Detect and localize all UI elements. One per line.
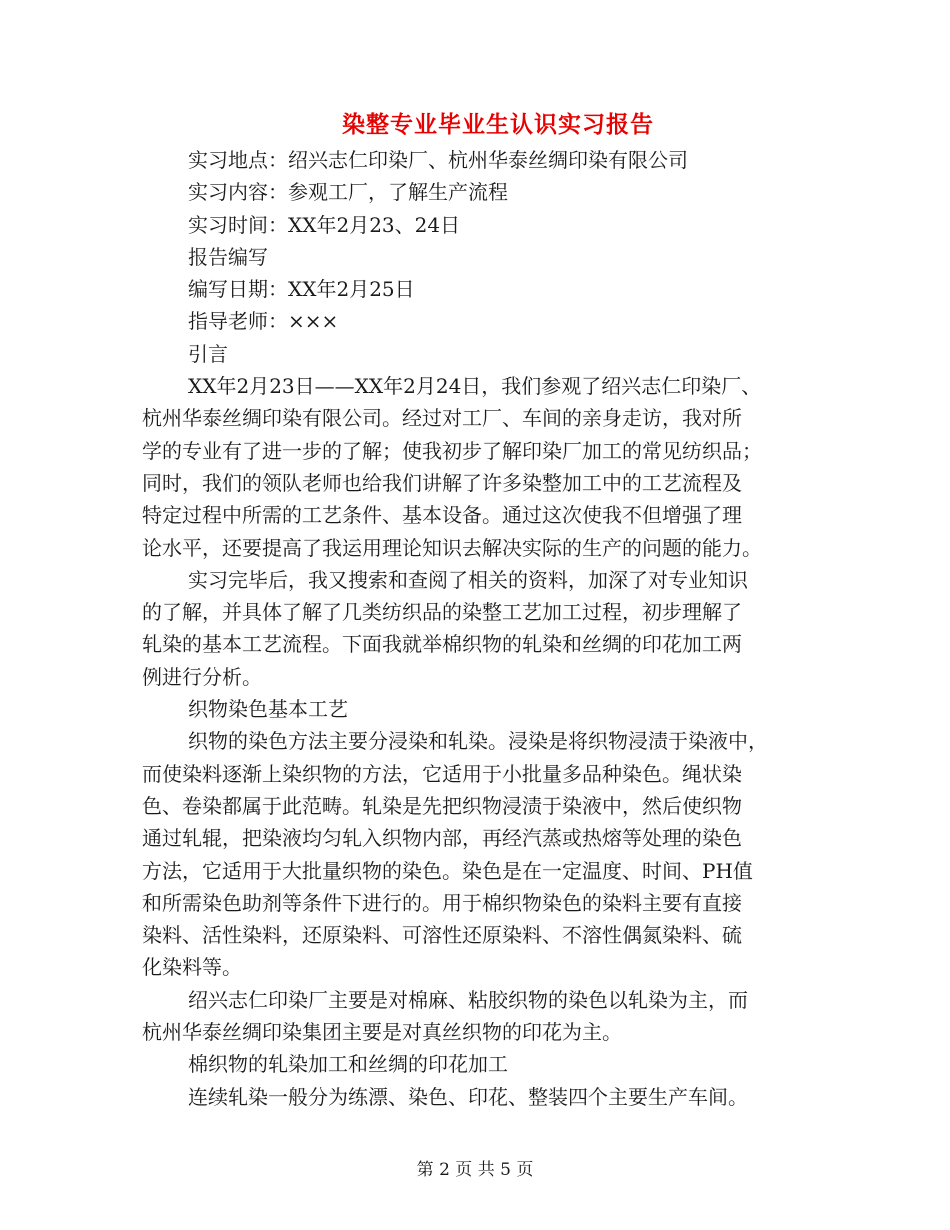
text-line: 编写日期：XX年2月25日 <box>188 277 415 302</box>
text-line: 轧染的基本工艺流程。下面我就举棉织物的轧染和丝绸的印花加工两 <box>142 632 742 657</box>
document-body <box>142 144 812 1113</box>
text-line: 特定过程中所需的工艺条件、基本设备。通过这次使我不但增强了理 <box>142 503 742 528</box>
text-line: 实习地点：绍兴志仁印染厂、杭州华泰丝绸印染有限公司 <box>188 148 688 172</box>
text-line: 报告编写 <box>188 244 268 269</box>
text-line: 棉织物的轧染加工和丝绸的印花加工 <box>188 1052 508 1077</box>
document-title: 染整专业毕业生认识实习报告 <box>342 111 654 138</box>
text-line: 通过轧辊，把染液均匀轧入织物内部，再经汽蒸或热熔等处理的染色 <box>142 826 742 851</box>
text-line: 实习内容：参观工厂，了解生产流程 <box>188 180 508 205</box>
text-line: 例进行分析。 <box>142 664 262 689</box>
text-line: 和所需染色助剂等条件下进行的。用于棉织物染色的染料主要有直接 <box>142 890 742 915</box>
text-line: 而使染料逐渐上染织物的方法，它适用于小批量多品种染色。绳状染 <box>142 761 742 786</box>
text-line: 色、卷染都属于此范畴。轧染是先把织物浸渍于染液中，然后使织物 <box>142 793 742 818</box>
text-line: 论水平，还要提高了我运用理论知识去解决实际的生产的问题的能力。 <box>142 535 762 560</box>
text-line: 方法，它适用于大批量织物的染色。染色是在一定温度、时间、PH值 <box>142 858 753 883</box>
text-line: 引言 <box>188 341 228 366</box>
text-line: 实习完毕后，我又搜索和查阅了相关的资料，加深了对专业知识 <box>188 567 748 592</box>
text-line: 连续轧染一般分为练漂、染色、印花、整装四个主要生产车间。 <box>188 1084 748 1109</box>
text-line: 实习时间：XX年2月23、24日 <box>188 212 461 237</box>
text-line: 学的专业有了进一步的了解；使我初步了解印染厂加工的常见纺织品； <box>142 438 762 463</box>
text-line: 同时，我们的领队老师也给我们讲解了许多染整加工中的工艺流程及 <box>142 470 742 495</box>
text-line: XX年2月23日——XX年2月24日，我们参观了绍兴志仁印染厂、 <box>188 374 762 399</box>
text-line: 杭州华泰丝绸印染集团主要是对真丝织物的印花为主。 <box>142 1020 622 1045</box>
text-line: 织物染色基本工艺 <box>188 697 348 722</box>
text-line: 的了解，并具体了解了几类纺织品的染整工艺加工过程，初步理解了 <box>142 600 742 625</box>
text-line: 化染料等。 <box>142 955 242 980</box>
text-line: 绍兴志仁印染厂主要是对棉麻、粘胶织物的染色以轧染为主，而 <box>188 987 748 1012</box>
text-line: 染料、活性染料，还原染料、可溶性还原染料、不溶性偶氮染料、硫 <box>142 923 742 948</box>
text-line: 织物的染色方法主要分浸染和轧染。浸染是将织物浸渍于染液中， <box>188 729 768 754</box>
text-line: 指导老师：××× <box>188 309 339 334</box>
text-line: 杭州华泰丝绸印染有限公司。经过对工厂、车间的亲身走访，我对所 <box>142 406 742 431</box>
page-number-footer: 第 2 页 共 5 页 <box>416 1160 534 1180</box>
